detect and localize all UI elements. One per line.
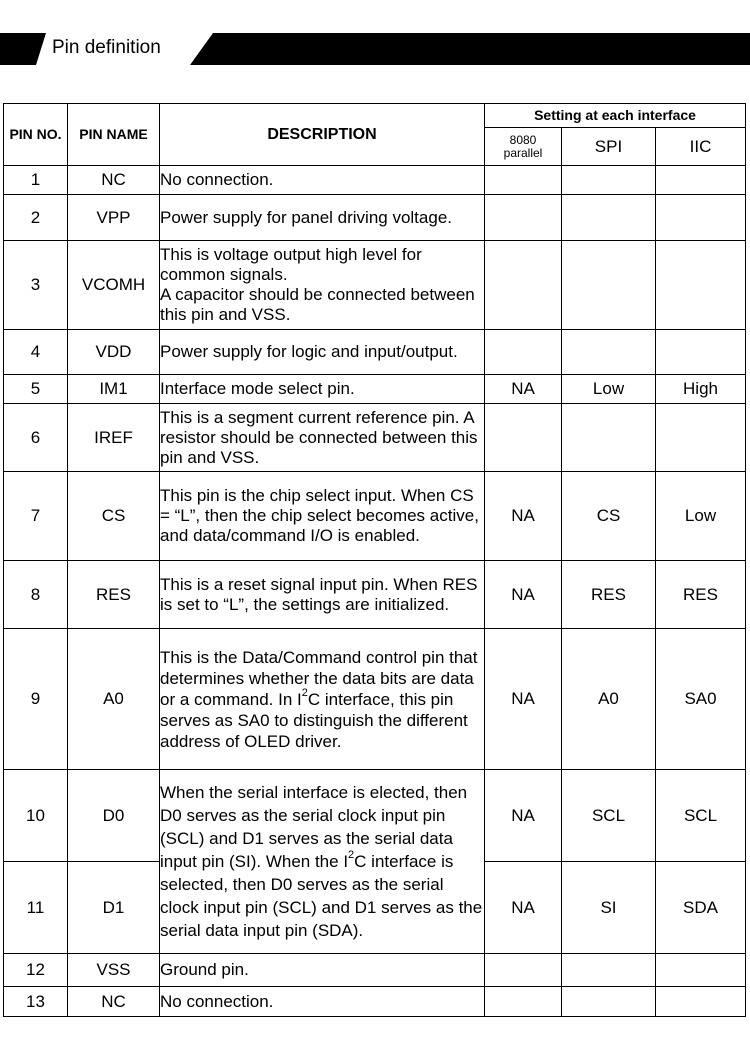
section-title: Pin definition [52,37,161,58]
table-row [4,770,746,862]
table-row [4,472,746,561]
setting-iic: SCL [656,770,746,862]
section-banner [0,33,750,65]
pin-no: 11 [4,862,68,954]
pin-name: VSS [68,954,160,987]
table-row [4,330,746,375]
pin-no: 2 [4,195,68,241]
pin-name: IREF [68,404,160,472]
pin-name: VCOMH [68,241,160,330]
header-iic: IIC [656,128,746,166]
desc-superscript: 2 [348,849,355,862]
pin-name: VDD [68,330,160,375]
setting-iic: High [656,375,746,404]
pin-no: 7 [4,472,68,561]
desc-superscript: 2 [301,686,308,699]
header-pin-name: PIN NAME [68,104,160,166]
setting-iic: Low [656,472,746,561]
desc-line: A capacitor should be connected between this pin and VSS. [160,285,475,324]
setting-spi [562,954,656,987]
setting-spi [562,241,656,330]
pin-no: 6 [4,404,68,472]
setting-iic: SDA [656,862,746,954]
setting-spi: SI [562,862,656,954]
pin-name: A0 [68,629,160,770]
table-row [4,195,746,241]
table-row [4,241,746,330]
pin-name: RES [68,561,160,629]
desc-part: C interface is selected, then D0 serves as the serial clock input pin (SCL) and D1 serves as the serial data input pin (SDA). [160,852,483,940]
pin-name: NC [68,166,160,195]
pin-description: No connection. [160,166,485,195]
pin-no: 13 [4,987,68,1017]
desc-line: This is voltage output high level for common signals. [160,245,422,284]
pin-no: 4 [4,330,68,375]
setting-iic [656,404,746,472]
pin-description [160,629,485,770]
setting-8080 [485,195,562,241]
header-8080-parallel: 8080 parallel [485,128,562,166]
setting-8080 [485,954,562,987]
setting-spi [562,166,656,195]
pin-description: This is a reset signal input pin. When RES is set to “L”, the settings are initialized. [160,561,485,629]
pin-name: CS [68,472,160,561]
desc-part: This is the Data/Command control pin that determines whether the data bits are data or a command. In I [160,647,478,709]
setting-spi: CS [562,472,656,561]
pin-name: IM1 [68,375,160,404]
pin-name: D1 [68,862,160,954]
header-setting-group: Setting at each interface [485,104,746,128]
pin-no: 10 [4,770,68,862]
setting-8080 [485,987,562,1017]
table-row [4,987,746,1017]
desc-part: C interface, this pin serves as SA0 to distinguish the different address of OLED driver. [160,689,468,751]
setting-8080 [485,166,562,195]
pin-description-merged [160,770,485,954]
header-pin-no: PIN NO. [4,104,68,166]
pin-description: Ground pin. [160,954,485,987]
setting-spi [562,987,656,1017]
setting-8080 [485,404,562,472]
desc-part: When the serial interface is elected, then D0 serves as the serial clock input pin (SCL) and D1 serves as the serial data input pin (SI). When the I [160,783,468,871]
pin-description: Power supply for panel driving voltage. [160,195,485,241]
setting-8080: NA [485,472,562,561]
pin-description: Power supply for logic and input/output. [160,330,485,375]
header-description: DESCRIPTION [160,104,485,166]
setting-spi: Low [562,375,656,404]
pin-name: NC [68,987,160,1017]
pin-description [160,241,485,330]
setting-iic [656,166,746,195]
setting-8080: NA [485,375,562,404]
setting-spi [562,404,656,472]
table-row [4,561,746,629]
setting-iic [656,987,746,1017]
pin-name: D0 [68,770,160,862]
setting-8080: NA [485,561,562,629]
setting-iic: RES [656,561,746,629]
setting-8080: NA [485,770,562,862]
setting-spi: A0 [562,629,656,770]
pin-description: Interface mode select pin. [160,375,485,404]
pin-description: This is a segment current reference pin. A resistor should be connected between this pin and VSS. [160,404,485,472]
setting-spi: SCL [562,770,656,862]
pin-no: 5 [4,375,68,404]
table-row [4,404,746,472]
pin-definition-table [3,103,746,1017]
table-row [4,375,746,404]
setting-8080: NA [485,629,562,770]
pin-no: 12 [4,954,68,987]
setting-8080 [485,241,562,330]
table-row [4,629,746,770]
setting-spi [562,195,656,241]
header-spi: SPI [562,128,656,166]
pin-no: 9 [4,629,68,770]
setting-iic: SA0 [656,629,746,770]
setting-spi [562,330,656,375]
setting-iic [656,954,746,987]
pin-name: VPP [68,195,160,241]
setting-spi: RES [562,561,656,629]
pin-no: 1 [4,166,68,195]
pin-description: No connection. [160,987,485,1017]
pin-description: This pin is the chip select input. When CS = “L”, then the chip select becomes active, and data/command I/O is enabled. [160,472,485,561]
table-row [4,954,746,987]
setting-8080 [485,330,562,375]
setting-iic [656,330,746,375]
pin-no: 3 [4,241,68,330]
table-row [4,166,746,195]
setting-8080: NA [485,862,562,954]
setting-iic [656,195,746,241]
pin-no: 8 [4,561,68,629]
setting-iic [656,241,746,330]
